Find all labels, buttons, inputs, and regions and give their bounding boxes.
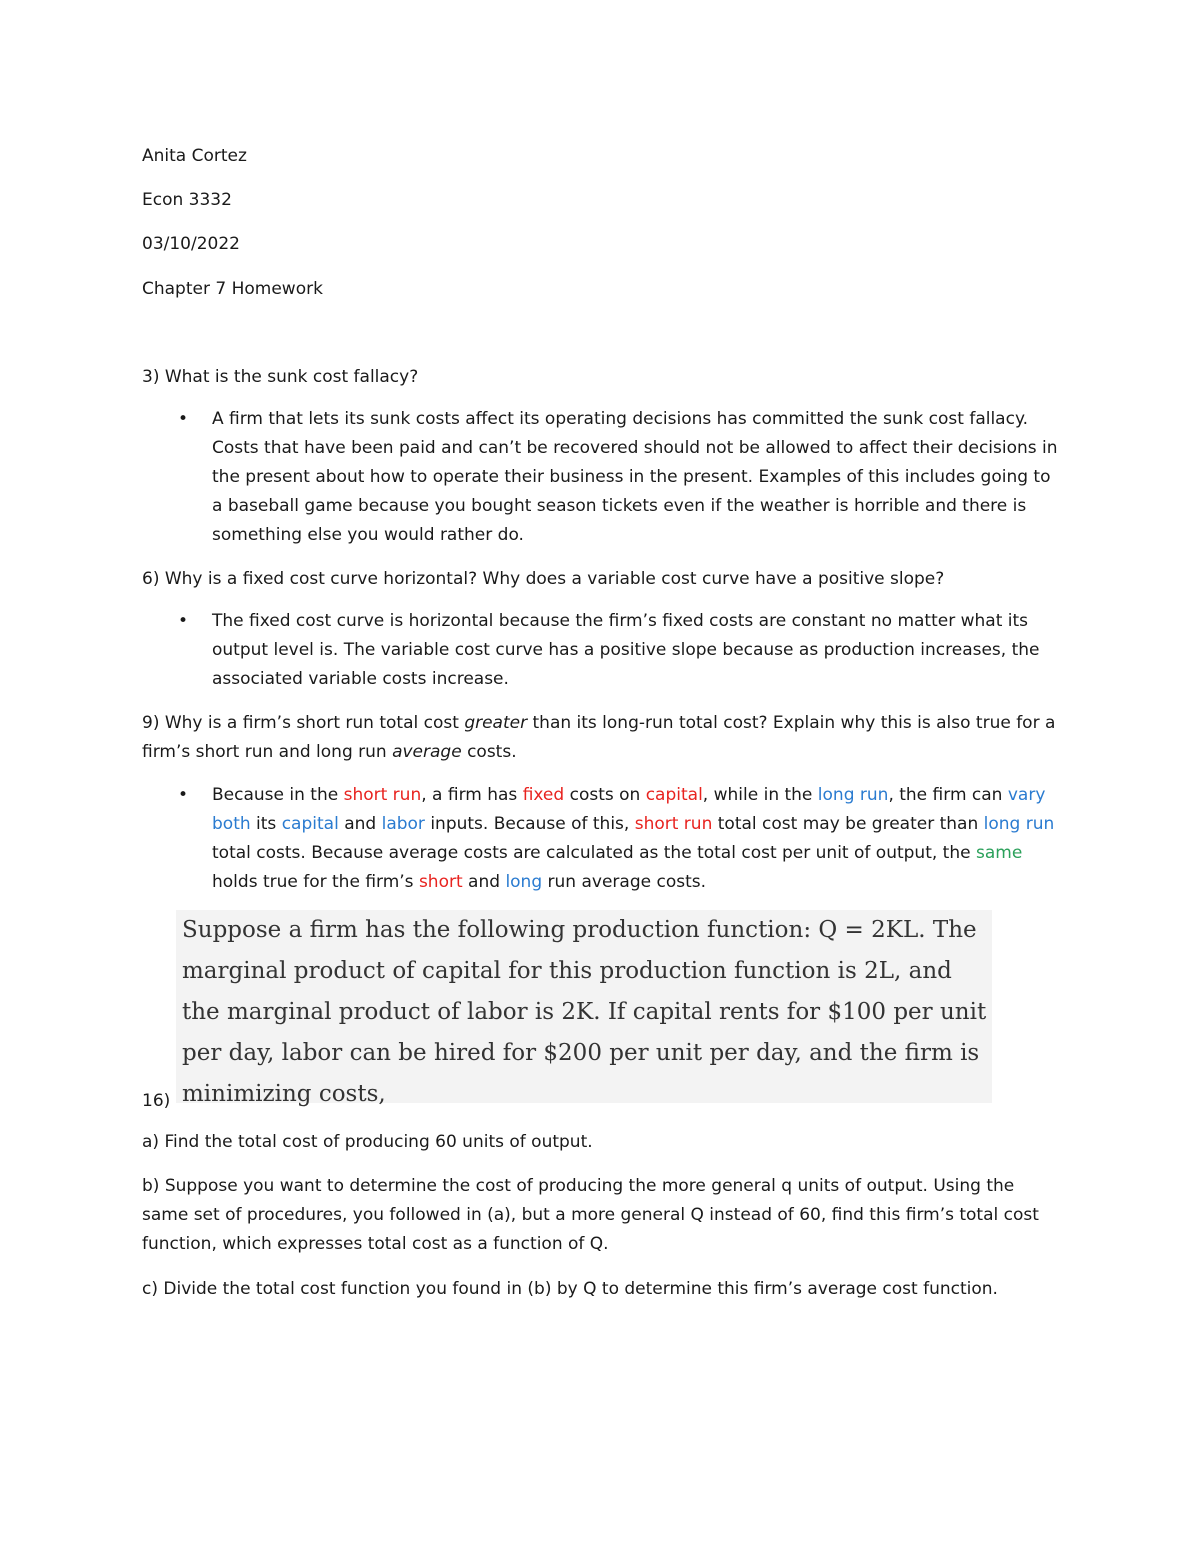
document-title: Chapter 7 Homework <box>142 279 323 299</box>
answer-9-segment: total cost may be greater than <box>712 814 984 834</box>
answer-9-segment: long run <box>817 785 889 805</box>
question-6: 6) Why is a fixed cost curve horizontal? Why does a variable cost curve have a positive slope? <box>142 569 945 589</box>
answer-9-segment: inputs. Because of this, <box>424 814 635 834</box>
answer-9-segment: capital <box>645 785 703 805</box>
answer-9-segment: long <box>505 872 543 892</box>
answer-9 <box>212 781 1062 897</box>
question-16-part-a: a) Find the total cost of producing 60 units of output. <box>142 1132 593 1152</box>
bullet-dot-icon: • <box>178 611 189 631</box>
bullet-dot-icon: • <box>178 785 189 805</box>
bullet-dot-icon: • <box>178 409 189 429</box>
answer-9-segment: capital <box>281 814 339 834</box>
answer-9-segment: short <box>418 872 463 892</box>
answer-9-segment: long run <box>983 814 1055 834</box>
question-9-emphasis-average: average <box>392 742 462 762</box>
answer-9-segment: same <box>975 843 1023 863</box>
question-9-part1: 9) Why is a firm’s short run total cost <box>142 713 465 733</box>
answer-9-segment: and <box>462 872 506 892</box>
question-16-part-c: c) Divide the total cost function you found in (b) by Q to determine this firm’s average cost function. <box>142 1279 998 1299</box>
answer-9-segment: and <box>338 814 382 834</box>
answer-6-block <box>142 607 1062 697</box>
answer-9-segment: its <box>250 814 282 834</box>
question-9-part2: than its long-run total cost? Explain why this is also true for a firm’s short run and long run <box>142 713 1056 762</box>
answer-9-segment: vary both <box>212 785 1046 834</box>
question-16-image-text: Suppose a firm has the following production function: Q = 2KL. The marginal product of capital for this production function is 2L, and the marginal product of labor is 2K. If capital rents for $100 per unit per day, labor can be hired for $200 per unit per day, and the firm is minimizing costs, <box>182 917 987 1107</box>
course-code: Econ 3332 <box>142 190 232 210</box>
question-16-image <box>176 910 992 1107</box>
question-3: 3) What is the sunk cost fallacy? <box>142 367 419 387</box>
answer-9-segment: labor <box>381 814 425 834</box>
question-9-part3: costs. <box>461 742 517 762</box>
question-16-part-b: b) Suppose you want to determine the cost of producing the more general q units of output. Using the same set of procedures, you followed in (a), but a more general Q instead of 60, find this firm’s total cost function, which expresses total cost as a function of Q. <box>142 1176 1039 1254</box>
answer-9-segment: run average costs. <box>542 872 707 892</box>
answer-9-segment: total costs. Because average costs are calculated as the total cost per unit of output, the <box>212 843 976 863</box>
answer-9-segment: short run <box>634 814 713 834</box>
answer-9-segment: Because in the <box>212 785 344 805</box>
answer-6: The fixed cost curve is horizontal because the firm’s fixed costs are constant no matter what its output level is. The variable cost curve has a positive slope because as production increases, the associated variable costs increase. <box>212 611 1040 689</box>
answer-3-block <box>142 405 1062 550</box>
answer-9-segment: , a firm has <box>421 785 523 805</box>
question-16-number: 16) <box>142 1091 171 1111</box>
answer-9-segment: holds true for the firm’s <box>212 872 419 892</box>
answer-9-segment: short run <box>343 785 422 805</box>
question-9 <box>142 709 1062 767</box>
question-9-emphasis-greater: greater <box>464 713 528 733</box>
answer-9-block <box>142 781 1062 901</box>
answer-3: A firm that lets its sunk costs affect its operating decisions has committed the sunk cost fallacy. Costs that have been paid and can’t be recovered should not be allowed to affect their decisions in the present about how to operate their business in the present. Examples of this includes going to a baseball game because you bought season tickets even if the weather is horrible and there is something else you would rather do. <box>212 409 1058 545</box>
document-date: 03/10/2022 <box>142 234 240 254</box>
answer-9-segment: , while in the <box>702 785 818 805</box>
answer-9-segment: , the firm can <box>888 785 1008 805</box>
answer-9-segment: fixed <box>522 785 565 805</box>
author-name: Anita Cortez <box>142 146 247 166</box>
answer-9-segment: costs on <box>564 785 646 805</box>
